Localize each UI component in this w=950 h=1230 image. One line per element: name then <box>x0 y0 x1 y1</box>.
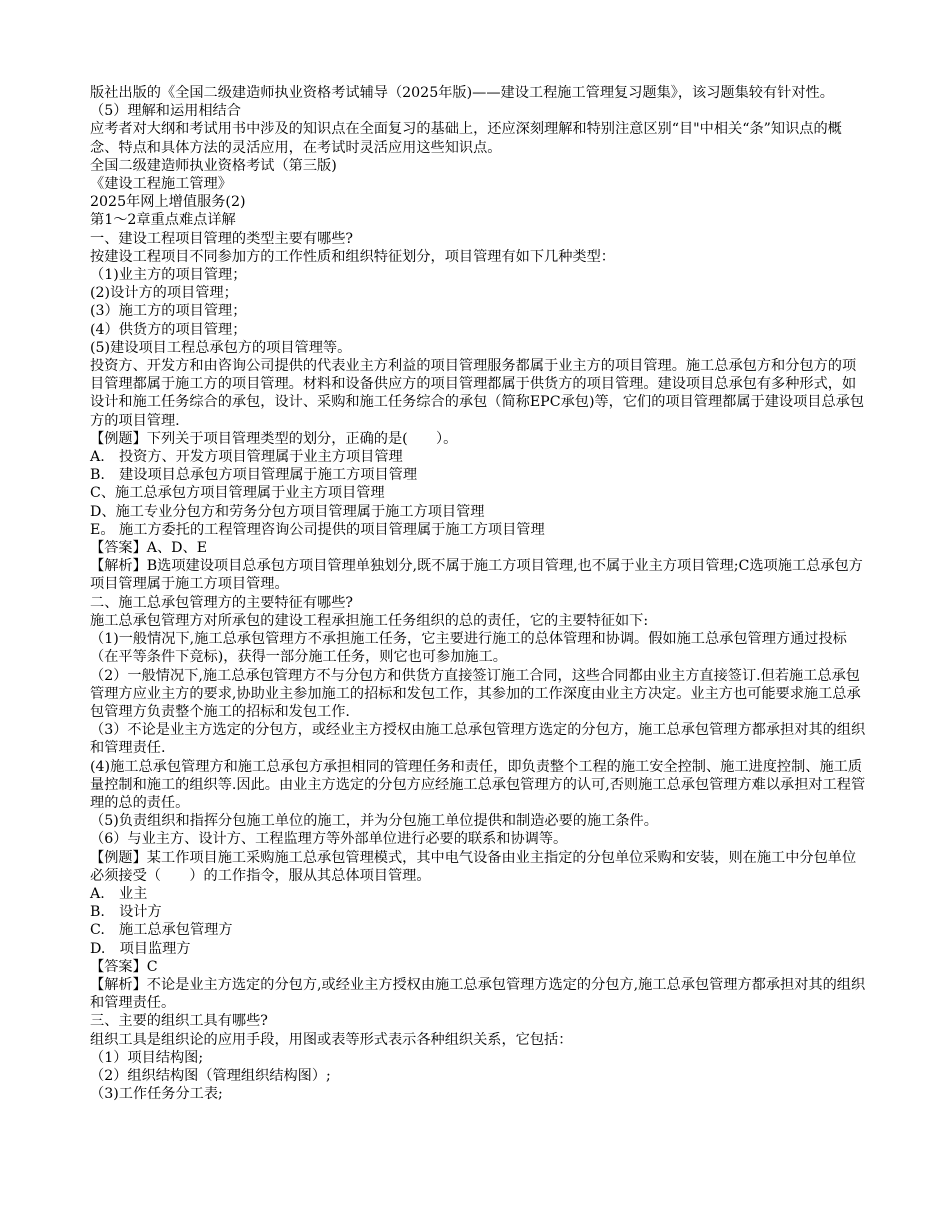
option-item: B. 设计方 <box>90 904 162 921</box>
list-item: （6）与业主方、设计方、工程监理方等外部单位进行必要的联系和协调等。 <box>90 831 568 848</box>
document-page <box>90 84 870 1103</box>
list-item: （3)工作任务分工表; <box>90 1086 223 1103</box>
list-item: （2）一般情况下,施工总承包管理方不与分包方和供货方直接签订施工合同，这些合同都由业主方直接签订.但若施工总承包管理方应业主方的要求,协助业主参加施工的招标和发包工作，其参加的工作深度由业主方决定。业主方也可能要求施工总承包管理方负责整个施工的招标和发包工作. <box>90 667 861 720</box>
text-line: （5）理解和运用相结合 <box>90 103 241 120</box>
answer-line: 【答案】A、D、E <box>90 540 208 557</box>
text-line: 应考者对大纲和考试用书中涉及的知识点在全面复习的基础上，还应深刻理解和特别注意区别“目"中相关“条”知识点的概念、特点和具体方法的灵活应用，在考试时灵活应用这些知识点。 <box>90 121 842 156</box>
list-item: （1)业主方的项目管理； <box>90 267 247 284</box>
text-line: 组织工具是组织论的应用手段，用图或表等形式表示各种组织关系，它包括： <box>90 1031 573 1048</box>
option-item: A. 业主 <box>90 885 148 902</box>
option-item: B. 建设项目总承包方项目管理属于施工方项目管理 <box>90 467 418 484</box>
list-item: (4）供货方的项目管理； <box>90 321 247 338</box>
list-item: (4)施工总承包管理方和施工总承包方承担相同的管理任务和责任，即负责整个工程的施工安全控制、施工进度控制、施工质量控制和施工的组织等.因此。由业主方选定的分包方应经施工总承包管理方的认可,否则施工总承包管理方难以承担对工程管理的总的责任。 <box>90 758 866 811</box>
list-item: (3）施工方的项目管理； <box>90 303 247 320</box>
list-item: (2)设计方的项目管理； <box>90 285 238 302</box>
text-line: 2025年网上增值服务(2) <box>90 194 246 211</box>
list-item: (5)建设项目工程总承包方的项目管理等。 <box>90 339 352 356</box>
option-item: C、施工总承包方项目管理属于业主方项目管理 <box>90 485 385 502</box>
option-item: A. 投资方、开发方项目管理属于业主方项目管理 <box>90 449 403 466</box>
option-item: E。 施工方委托的工程管理咨询公司提供的项目管理属于施工方项目管理 <box>90 521 545 538</box>
section-heading: 三、主要的组织工具有哪些? <box>90 1013 268 1030</box>
text-line: 施工总承包管理方对所承包的建设工程承担施工任务组织的总的责任，它的主要特征如下: <box>90 612 649 629</box>
section-heading: 二、施工总承包管理方的主要特征有哪些? <box>90 594 353 611</box>
example-question: 【例题】下列关于项目管理类型的划分，正确的是( ）。 <box>90 430 458 447</box>
analysis-line: 【解析】B选项建设项目总承包方项目管理单独划分,既不属于施工方项目管理,也不属于业主方项目管理;C选项施工总承包方项目管理属于施工方项目管理。 <box>90 558 863 593</box>
text-line: 版社出版的《全国二级建造师执业资格考试辅导（2025年版)——建设工程施工管理复习题集》，该习题集较有针对性。 <box>90 85 834 101</box>
answer-line: 【答案】C <box>90 958 158 975</box>
option-item: D. 项目监理方 <box>90 940 191 957</box>
option-item: D、施工专业分包方和劳务分包方项目管理属于施工方项目管理 <box>90 503 485 520</box>
list-item: （3）不论是业主方选定的分包方，或经业主方授权由施工总承包管理方选定的分包方，施工总承包管理方都承担对其的组织和管理责任. <box>90 722 866 757</box>
text-line: 投资方、开发方和由咨询公司提供的代表业主方利益的项目管理服务都属于业主方的项目管理。施工总承包方和分包方的项目管理都属于施工方的项目管理。材料和设备供应方的项目管理都属于供货方的项目管理。建设项目总承包有多种形式，如设计和施工任务综合的承包，设计、采购和施工任务综合的承包（简称EPC承包)等，它们的项目管理都属于建设项目总承包方的项目管理. <box>90 358 865 429</box>
list-item: （2）组织结构图（管理组织结构图）; <box>90 1067 331 1084</box>
list-item: （1)一般情况下,施工总承包管理方不承担施工任务，它主要进行施工的总体管理和协调。假如施工总承包管理方通过投标（在平等条件下竞标)，获得一部分施工任务，则它也可参加施工。 <box>90 631 847 666</box>
text-line: 按建设工程项目不同参加方的工作性质和组织特征划分，项目管理有如下几种类型： <box>90 248 615 265</box>
analysis-line: 【解析】不论是业主方选定的分包方,或经业主方授权由施工总承包管理方选定的分包方,施工总承包管理方都承担对其的组织和管理责任。 <box>90 976 866 1012</box>
list-item: （5)负责组织和指挥分包施工单位的施工，并为分包施工单位提供和制造必要的施工条件。 <box>90 813 658 830</box>
text-line: 全国二级建造师执业资格考试（第三版) <box>90 157 337 174</box>
text-line: 《建设工程施工管理》 <box>90 176 232 193</box>
list-item: （1）项目结构图; <box>90 1049 204 1066</box>
example-question: 【例题】某工作项目施工采购施工总承包管理模式，其中电气设备由业主指定的分包单位采购和安装，则在施工中分包单位必须接受（ ）的工作指令，服从其总体项目管理。 <box>90 849 857 884</box>
section-heading: 一、建设工程项目管理的类型主要有哪些? <box>90 230 353 247</box>
option-item: C. 施工总承包管理方 <box>90 922 233 939</box>
text-line: 第1～2章重点难点详解 <box>90 212 236 229</box>
